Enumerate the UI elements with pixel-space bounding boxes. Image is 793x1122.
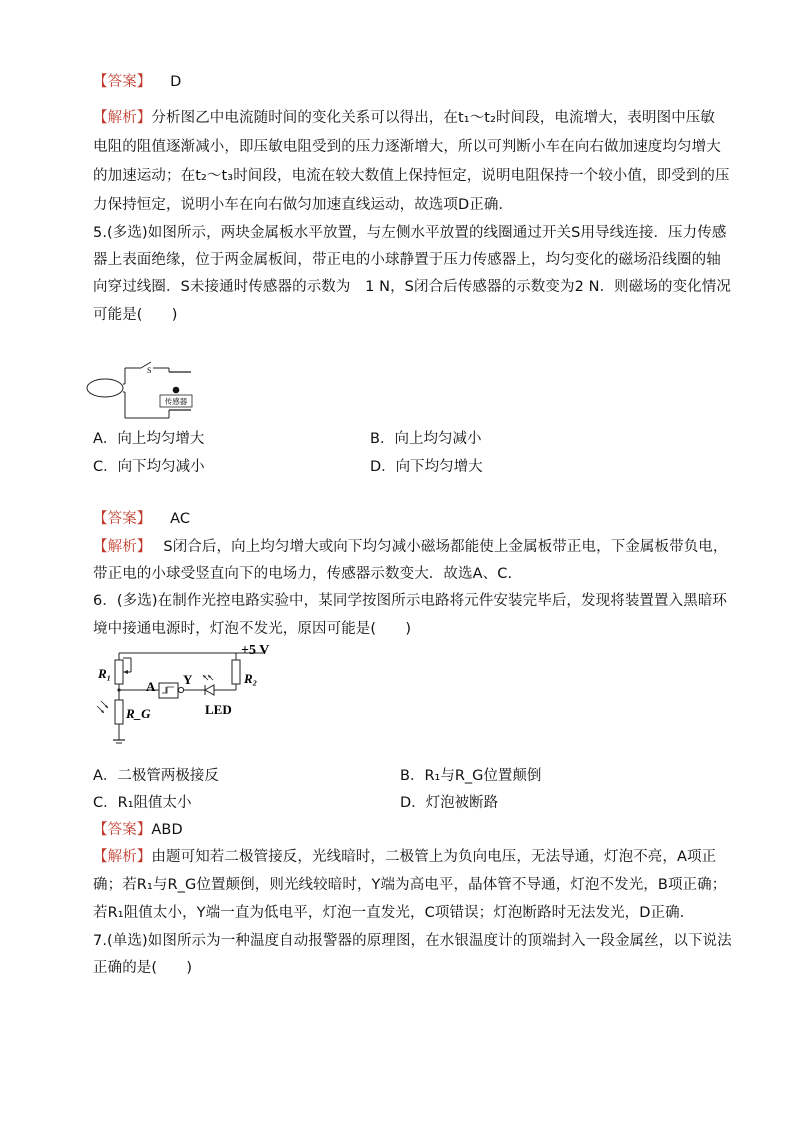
q7-stem-line-2: 正确的是( ) xyxy=(93,960,193,976)
supply-voltage: +5 V xyxy=(241,643,270,658)
analysis-tag: 【解析】 xyxy=(93,110,152,126)
q5-option-b: B．向上均匀减小 xyxy=(370,431,482,447)
rg-label: R_G xyxy=(126,706,151,721)
q6-analysis-line-1: 【解析】由题可知若二极管接反，光线暗时，二极管上为负向电压，无法导通，灯泡不亮，A项正 xyxy=(93,849,717,865)
led-diode xyxy=(205,685,214,695)
q5-stem-line-1: 5.(多选)如图所示，两块金属板水平放置，与左侧水平放置的线圈通过开关S用导线连接．压力传感 xyxy=(93,225,727,241)
r2-resistor xyxy=(232,660,240,684)
a-terminal-label: A xyxy=(146,679,156,694)
q6-option-b: B．R₁与R_G位置颠倒 xyxy=(400,768,542,784)
r1-label: R₁ xyxy=(98,666,112,681)
q6-answer-line xyxy=(93,820,183,840)
q6-stem-line-2: 境中接通电源时，灯泡不发光，原因可能是( ) xyxy=(93,621,412,637)
q6-analysis-line-2: 确；若R₁与R_G位置颠倒，则光线较暗时，Y端为高电平，晶体管不导通，灯泡不发光，B项正确； xyxy=(93,877,727,893)
schmitt-trigger xyxy=(159,683,178,698)
q4-answer-line xyxy=(93,72,181,92)
q4-analysis-line-1: 【解析】分析图乙中电流随时间的变化关系可以得出，在t₁～t₂时间段，电流增大，表明图中压敏 xyxy=(93,110,715,126)
rg-resistor xyxy=(115,700,123,724)
q5-stem-line-4: 可能是( ) xyxy=(93,307,178,323)
q5-option-c: C．向下均匀减小 xyxy=(93,459,205,475)
analysis-tag: 【解析】 xyxy=(93,849,152,865)
q6-option-a: A．二极管两极接反 xyxy=(93,768,219,784)
charged-ball xyxy=(173,387,180,394)
analysis-tag: 【解析】 xyxy=(93,539,152,555)
r1-resistor xyxy=(115,660,123,684)
answer-value: D xyxy=(170,74,182,90)
q5-option-d: D．向下均匀增大 xyxy=(370,459,483,475)
q4-analysis-line-3: 的加速运动；在t₂～t₃时间段，电流在较大数值上保持恒定，说明电阻保持一个较小值，即受到的压 xyxy=(93,168,730,184)
q5-analysis-line-1: 【解析】 S闭合后，向上均匀增大或向下均匀减小磁场都能使上金属板带正电，下金属板带负电， xyxy=(93,539,728,555)
q7-stem-line-1: 7.(单选)如图所示为一种温度自动报警器的原理图，在水银温度计的顶端封入一段金属丝，以下说法 xyxy=(93,933,732,949)
q5-stem-line-3: 向穿过线圈．S未接通时传感器的示数为 1 N，S闭合后传感器的示数变为2 N．则磁场的变化情况 xyxy=(93,279,731,295)
answer-value: ABD xyxy=(151,822,183,838)
answer-tag: 【答案】 xyxy=(93,511,152,527)
q5-answer-line xyxy=(93,509,190,529)
sensor-label: 传感器 xyxy=(164,397,188,406)
q6-stem-line-1: 6．(多选)在制作光控电路实验中，某同学按图所示电路将元件安装完毕后，发现将装置置入黑暗环 xyxy=(93,593,728,609)
q5-analysis-line-2: 带正电的小球受竖直向下的电场力，传感器示数变大．故选A、C. xyxy=(93,566,513,582)
q5-stem-line-2: 器上表面绝缘，位于两金属板间，带正电的小球静置于压力传感器上，均匀变化的磁场沿线圈的轴 xyxy=(93,252,721,268)
answer-tag: 【答案】 xyxy=(93,822,152,838)
q4-analysis-line-2: 电阻的阻值逐渐减小，即压敏电阻受到的压力逐渐增大，所以可判断小车在向右做加速度均匀增大 xyxy=(93,139,721,155)
q5-option-a: A．向上均匀增大 xyxy=(93,431,205,447)
q6-option-d: D．灯泡被断路 xyxy=(400,795,499,811)
led-label: LED xyxy=(205,702,232,717)
q6-option-c: C．R₁阻值太小 xyxy=(93,795,192,811)
q6-analysis-line-3: 若R₁阻值太小，Y端一直为低电平，灯泡一直发光，C项错误；灯泡断路时无法发光，D正确． xyxy=(93,905,695,921)
r2-label: R₂ xyxy=(244,671,258,686)
switch-label: S xyxy=(147,366,152,375)
answer-value: AC xyxy=(170,511,191,527)
answer-tag: 【答案】 xyxy=(93,74,152,90)
y-terminal-label: Y xyxy=(183,672,193,687)
q4-analysis-line-4: 力保持恒定，说明小车在向右做匀加速直线运动，故选项D正确． xyxy=(93,197,514,213)
q6-circuit-figure xyxy=(95,640,305,752)
q5-circuit-figure xyxy=(85,352,205,424)
